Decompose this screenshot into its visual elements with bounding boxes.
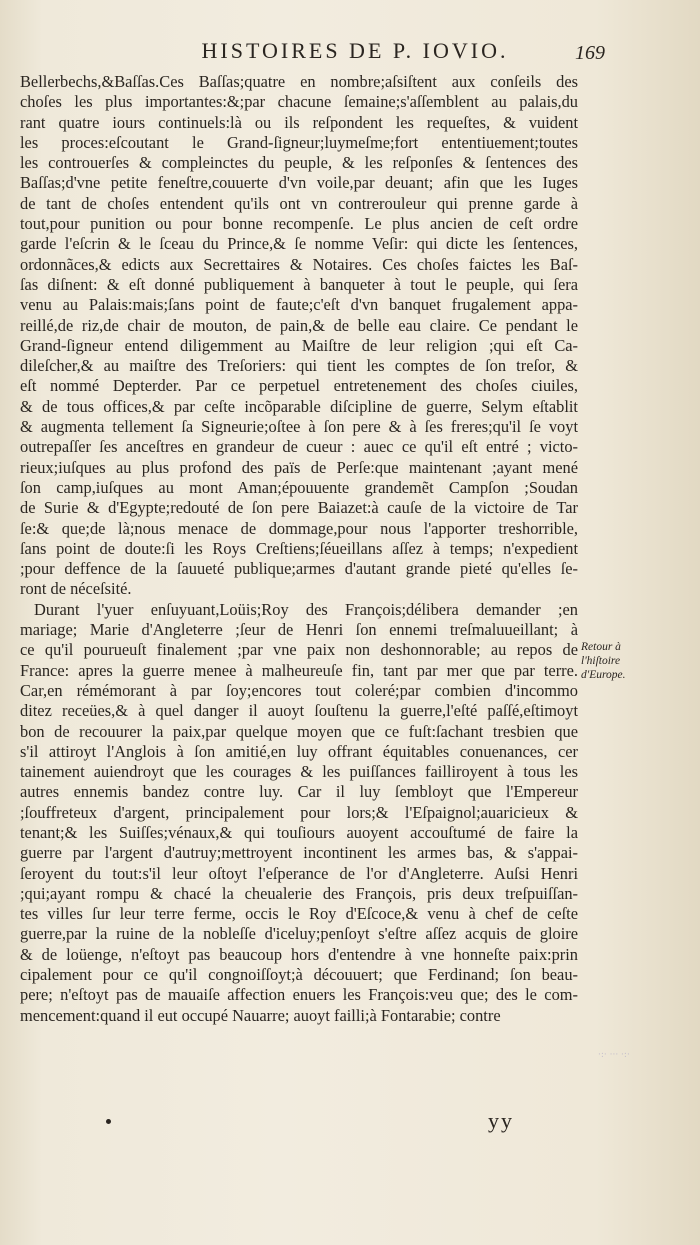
text-line: les proces:eſcoutant le Grand-ſigneur;luymeſme;fort ententiuement;toutes [20,132,578,152]
text-line: venu au Palais:mais;ſans point de faute;c'eſt d'vn banquet frugalement appa- [20,295,578,315]
text-line: ſans point de doute:ſi les Roys Creſtiens;ſéueillans aſſez à temps; n'expedient [20,538,578,558]
text-line: tes villes ſur leur terre ferme, occis le Roy d'Eſcoce,& venu à chef de ceſte [20,904,578,924]
text-line: ſas diſnent: & eſt donné publiquement à banqueter à tout le peuple, qui ſera [20,274,578,294]
page-number: 169 [575,42,605,64]
text-line: mariage; Marie d'Angleterre ;ſeur de Henri ſon ennemi treſmaluueillant; à [20,620,578,640]
text-line: tenant;& les Suiſſes;vénaux,& qui touſiours auoyent accouſtumé de faire la [20,822,578,842]
text-line: bon de recouurer la paix,par quelque moyen que ce fuſt:ſachant tresbien que [20,721,578,741]
text-line: ront de néceſsité. [20,579,132,599]
text-line: choſes les plus importantes:&;par chacune ſemaine;s'aſſemblent au palais,du [20,92,578,112]
text-line: Bellerbechs,&Baſſas.Ces Baſſas;quatre en nombre;aſsiſtent aux conſeils des [20,72,578,91]
text-line: ;qui;ayant rompu & chacé la cheualerie des François, pris deux treſpuiſſan- [20,883,578,903]
text-line: pere; n'eſtoyt pas de mauaiſe affection enuers les François:veu que; des le com- [20,985,578,1005]
text-line: tainement auiendroyt que les courages & les puiſſances failliroyent à tous les [20,762,578,782]
text-line: rieux;iuſques au plus profond des païs de Perſe:que maintenant ;ayant mené [20,457,578,477]
text-line: ;pour deffence de la ſauueté publique;armes d'autant grande pieté qu'elles ſe- [20,559,578,579]
text-line: cipalement pour ce qu'il congnoiſſoyt;à découuert; que Ferdinand; ſon beau- [20,965,578,985]
text-line: guerre,par la ruine de la nobleſſe d'iceluy;penſoyt s'eſtre aſſez acquis de gloire [20,924,578,944]
text-line: les controuerſes & compleinctes du peuple, & les reſponſes & ſentences des [20,153,578,173]
text-line: ſeroyent du tout:s'il leur oſtoyt l'eſperance de l'or d'Angleterre. Auſsi Henri [20,863,578,883]
text-line: s'il attiroyt l'Anglois à ſon amitié,en luy offrant équitables conuenances, cer [20,741,578,761]
signature-mark: yy [488,1108,514,1133]
text-line: tout,pour punition ou pour bonne recompenſe. Le plus ancien de ceſt ordre [20,214,578,234]
text-line: France: apres la guerre menee à malheureuſe fin, tant par mer que par terre. [20,660,578,680]
text-line: ce qu'il pourueuſt finalement ;par vne paix non deshonnorable; au repos de [20,640,578,660]
library-stamp: ·:· ··· ·:· [598,1050,630,1060]
text-line: garde l'eſcrin & le ſceau du Prince,& ſe nomme Veſir: qui dicte les ſentences, [20,234,578,254]
text-line: & de loüenge, n'eſtoyt pas beaucoup hors d'entendre à vne honneſte paix:prin [20,944,578,964]
text-line: Grand-ſigneur entend diligemment au Maiſtre de leur religion ;qui eſt Ca- [20,335,578,355]
body-text [20,72,578,1026]
text-line: ſe:& que;de là;nous menace de dommage,pour nous l'apporter treshorrible, [20,518,578,538]
text-line: eſt nommé Depterder. Par ce perpetuel entretenement des choſes ciuiles, [20,376,578,396]
text-line: Baſſas;d'vne petite feneſtre,couuerte d'vn voile,par deuant; afin que les Iuges [20,173,578,193]
text-line: ditez receües,& à quel danger il auoyt ſouſtenu la guerre,l'eſté paſſé,eſtimoyt [20,701,578,721]
text-line: ordonnãces,& edicts aux Secrettaires & Notaires. Ces choſes faictes les Baſ- [20,254,578,274]
text-line: guerre par l'argent d'autruy;mettroyent incontinent les armes bas, & s'appai- [20,843,578,863]
text-line: de Surie & d'Egypte;redouté de ſon pere Baiazet:à cauſe de la victoire de Tar [20,498,578,518]
ornament-dot [106,1119,111,1124]
text-line: autres ennemis bandez contre luy. Car il luy ſembloyt que l'Empereur [20,782,578,802]
text-line: mencement:quand il eut occupé Nauarre; auoyt failli;à Fontarabie; contre [20,1005,501,1025]
text-line: de tant de choſes entendent qu'ils ont vn contrerouleur qui prenne garde à [20,193,578,213]
text-line: rant quatre iours continuels:là ou ils reſpondent les requeſtes, & vuident [20,112,578,132]
text-line: dileſcher,& au maiſtre des Treſoriers: qui tient les comptes de ſon treſor, & [20,356,578,376]
text-line: Durant l'yuer enſuyuant,Loüis;Roy des François;délibera demander ;en [34,599,578,619]
text-line: Car,en rémémorant à par ſoy;encores tout coleré;par combien d'incommo [20,680,578,700]
text-line: outrepaſſer ſes anceſtres en grandeur de cueur : auec ce qu'il eſt entré ; victo- [20,437,578,457]
text-line: reillé,de riz,de chair de mouton, de pain,& de belle eau claire. Ce pendant le [20,315,578,335]
text-line: & augmenta tellement ſa Signeurie;oſtee à ſon pere & à ſes freres;qu'il ſe voyt [20,417,578,437]
text-line: & de tous offices,& par ceſte incõparable diſcipline de guerre, Selym eſtablit [20,396,578,416]
running-title: HISTOIRES DE P. IOVIO. [201,38,509,63]
text-line: ſon camp,iuſques au mont Aman;épouuente grandemẽt Campſon ;Soudan [20,477,578,497]
margin-note: Retour à l'hiſtoire d'Europe. [581,641,626,681]
text-line: ;ſouffreteux d'argent, principalement pour lors;& l'Eſpaignol;auaricieux & [20,802,578,822]
